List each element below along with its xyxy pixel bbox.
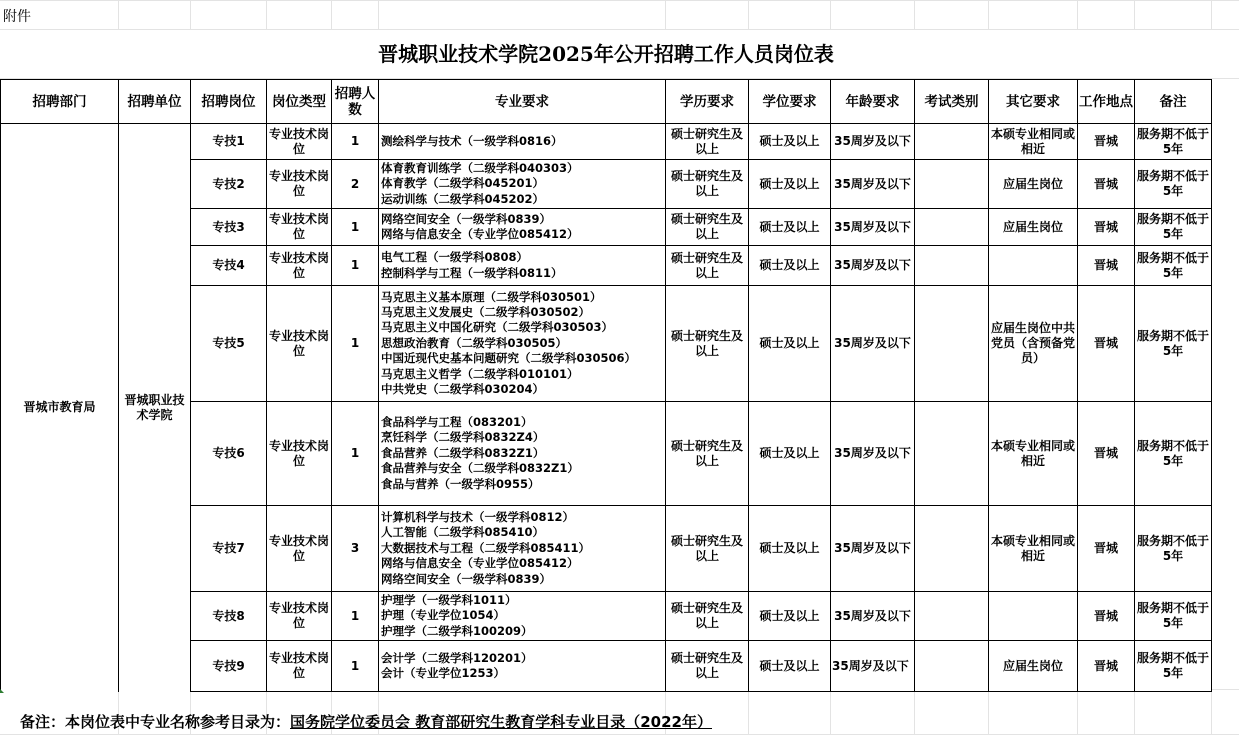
place-cell: 晋城 [1078,592,1135,641]
page-title: 晋城职业技术学院2025年公开招聘工作人员岗位表 [378,42,834,66]
post-cell: 专技7 [191,506,267,592]
other-cell: 应届生岗位 [989,641,1078,692]
major-item: 护理学（一级学科1011） [381,592,517,607]
exam-cell [915,402,989,506]
major-item: 运动训练（二级学科045202） [381,191,545,206]
post-cell: 专技9 [191,641,267,692]
education-cell: 硕士研究生及以上 [666,592,749,641]
major-item: 马克思主义发展史（二级学科030502） [381,304,591,319]
header-age: 年龄要求 [831,80,915,124]
degree-cell: 硕士及以上 [749,124,831,160]
major-cell [379,402,666,506]
note-cell: 服务期不低于5年 [1135,402,1212,506]
major-item: 控制科学与工程（一级学科0811） [381,265,563,280]
header-note: 备注 [1135,80,1212,124]
major-cell [379,160,666,209]
degree-cell: 硕士及以上 [749,592,831,641]
other-cell: 应届生岗位 [989,209,1078,246]
major-item: 电气工程（一级学科0808） [381,250,529,265]
age-cell: 35周岁及以下 [831,124,915,160]
degree-cell: 硕士及以上 [749,246,831,286]
other-cell: 本硕专业相同或相近 [989,402,1078,506]
exam-cell [915,592,989,641]
degree-cell: 硕士及以上 [749,641,831,692]
type-cell: 专业技术岗位 [267,209,332,246]
place-cell: 晋城 [1078,124,1135,160]
major-cell [379,641,666,692]
education-cell: 硕士研究生及以上 [666,209,749,246]
major-cell [379,286,666,402]
table-row [1,124,1212,160]
major-item: 马克思主义基本原理（二级学科030501） [381,289,602,304]
count-cell: 1 [332,641,379,692]
age-cell: 35周岁及以下 [831,209,915,246]
major-item: 会计（专业学位1253） [381,666,506,680]
major-item: 网络与信息安全（专业学位085412） [381,556,579,571]
exam-cell [915,506,989,592]
post-cell: 专技3 [191,209,267,246]
major-item: 网络空间安全（一级学科0839） [381,211,552,226]
degree-cell: 硕士及以上 [749,209,831,246]
count-cell: 1 [332,124,379,160]
major-item: 网络空间安全（一级学科0839） [381,571,552,586]
education-cell: 硕士研究生及以上 [666,124,749,160]
education-cell: 硕士研究生及以上 [666,246,749,286]
place-cell: 晋城 [1078,641,1135,692]
major-cell [379,592,666,641]
major-item: 计算机科学与技术（一级学科0812） [381,509,575,524]
header-place: 工作地点 [1078,80,1135,124]
unit-cell: 晋城职业技术学院 [119,124,191,692]
post-cell: 专技4 [191,246,267,286]
count-cell: 1 [332,246,379,286]
major-item: 食品营养与安全（二级学科0832Z1） [381,461,579,476]
major-item: 会计学（二级学科120201） [381,650,533,665]
header-count: 招聘人数 [332,80,379,124]
major-item: 马克思主义哲学（二级学科010101） [381,366,579,381]
major-item: 中国近现代史基本问题研究（二级学科030506） [381,351,637,366]
type-cell: 专业技术岗位 [267,641,332,692]
exam-cell [915,124,989,160]
post-cell: 专技1 [191,124,267,160]
major-item: 护理学（二级学科100209） [381,623,533,638]
major-item: 马克思主义中国化研究（二级学科030503） [381,320,614,335]
major-cell [379,124,666,160]
footnote-prefix: 备注：本岗位表中专业名称参考目录为： [20,713,291,731]
major-cell [379,246,666,286]
major-item: 思想政治教育（二级学科030505） [381,335,568,350]
post-cell: 专技2 [191,160,267,209]
type-cell: 专业技术岗位 [267,402,332,506]
major-item: 测绘科学与技术（一级学科0816） [381,133,563,148]
type-cell: 专业技术岗位 [267,246,332,286]
type-cell: 专业技术岗位 [267,506,332,592]
major-item: 食品与营养（一级学科0955） [381,476,540,491]
footnote-source: 国务院学位委员会 教育部研究生教育学科专业目录（2022年） [290,713,712,731]
header-post: 招聘岗位 [191,80,267,124]
count-cell: 2 [332,160,379,209]
education-cell: 硕士研究生及以上 [666,286,749,402]
age-cell: 35周岁及以下 [831,246,915,286]
degree-cell: 硕士及以上 [749,506,831,592]
note-cell: 服务期不低于5年 [1135,506,1212,592]
degree-cell: 硕士及以上 [749,286,831,402]
attachment-label: 附件 [3,9,31,25]
degree-cell: 硕士及以上 [749,402,831,506]
education-cell: 硕士研究生及以上 [666,506,749,592]
major-item: 中共党史（二级学科030204） [381,382,545,397]
header-exam: 考试类别 [915,80,989,124]
note-cell: 服务期不低于5年 [1135,592,1212,641]
exam-cell [915,641,989,692]
header-major: 专业要求 [379,80,666,124]
major-item: 食品科学与工程（083201） [381,414,533,429]
age-cell: 35周岁及以下 [831,641,915,692]
age-cell: 35周岁及以下 [831,592,915,641]
education-cell: 硕士研究生及以上 [666,402,749,506]
other-cell: 应届生岗位中共党员（含预备党员） [989,286,1078,402]
major-item: 烹饪科学（二级学科0832Z4） [381,430,545,445]
type-cell: 专业技术岗位 [267,160,332,209]
major-item: 大数据技术与工程（二级学科085411） [381,540,591,555]
place-cell: 晋城 [1078,209,1135,246]
post-cell: 专技8 [191,592,267,641]
note-cell: 服务期不低于5年 [1135,124,1212,160]
post-cell: 专技6 [191,402,267,506]
place-cell: 晋城 [1078,246,1135,286]
other-cell: 应届生岗位 [989,160,1078,209]
department-cell: 晋城市教育局 [1,124,119,692]
note-cell: 服务期不低于5年 [1135,160,1212,209]
header-dept: 招聘部门 [1,80,119,124]
other-cell: 本硕专业相同或相近 [989,124,1078,160]
major-item: 网络与信息安全（专业学位085412） [381,227,579,241]
exam-cell [915,160,989,209]
age-cell: 35周岁及以下 [831,286,915,402]
education-cell: 硕士研究生及以上 [666,160,749,209]
job-position-table [0,79,1212,692]
header-row [1,80,1212,124]
education-cell: 硕士研究生及以上 [666,641,749,692]
note-cell: 服务期不低于5年 [1135,246,1212,286]
count-cell: 3 [332,506,379,592]
other-cell: 本硕专业相同或相近 [989,506,1078,592]
exam-cell [915,286,989,402]
cell-marker [0,689,4,693]
count-cell: 1 [332,209,379,246]
header-type: 岗位类型 [267,80,332,124]
count-cell: 1 [332,592,379,641]
other-cell [989,592,1078,641]
age-cell: 35周岁及以下 [831,402,915,506]
major-item: 人工智能（二级学科085410） [381,525,545,540]
header-unit: 招聘单位 [119,80,191,124]
exam-cell [915,246,989,286]
header-degree: 学位要求 [749,80,831,124]
major-item: 体育教育训练学（二级学科040303） [381,160,579,175]
type-cell: 专业技术岗位 [267,124,332,160]
count-cell: 1 [332,402,379,506]
place-cell: 晋城 [1078,160,1135,209]
degree-cell: 硕士及以上 [749,160,831,209]
post-cell: 专技5 [191,286,267,402]
place-cell: 晋城 [1078,506,1135,592]
type-cell: 专业技术岗位 [267,286,332,402]
major-cell [379,506,666,592]
note-cell: 服务期不低于5年 [1135,641,1212,692]
place-cell: 晋城 [1078,286,1135,402]
type-cell: 专业技术岗位 [267,592,332,641]
major-item: 食品营养（二级学科0832Z1） [381,445,545,460]
count-cell: 1 [332,286,379,402]
major-cell [379,209,666,246]
footnote [20,711,712,732]
major-item: 体育教学（二级学科045201） [381,176,545,191]
header-other: 其它要求 [989,80,1078,124]
age-cell: 35周岁及以下 [831,506,915,592]
note-cell: 服务期不低于5年 [1135,209,1212,246]
place-cell: 晋城 [1078,402,1135,506]
other-cell [989,246,1078,286]
exam-cell [915,209,989,246]
note-cell: 服务期不低于5年 [1135,286,1212,402]
major-item: 护理（专业学位1054） [381,608,506,623]
header-edu: 学历要求 [666,80,749,124]
age-cell: 35周岁及以下 [831,160,915,209]
